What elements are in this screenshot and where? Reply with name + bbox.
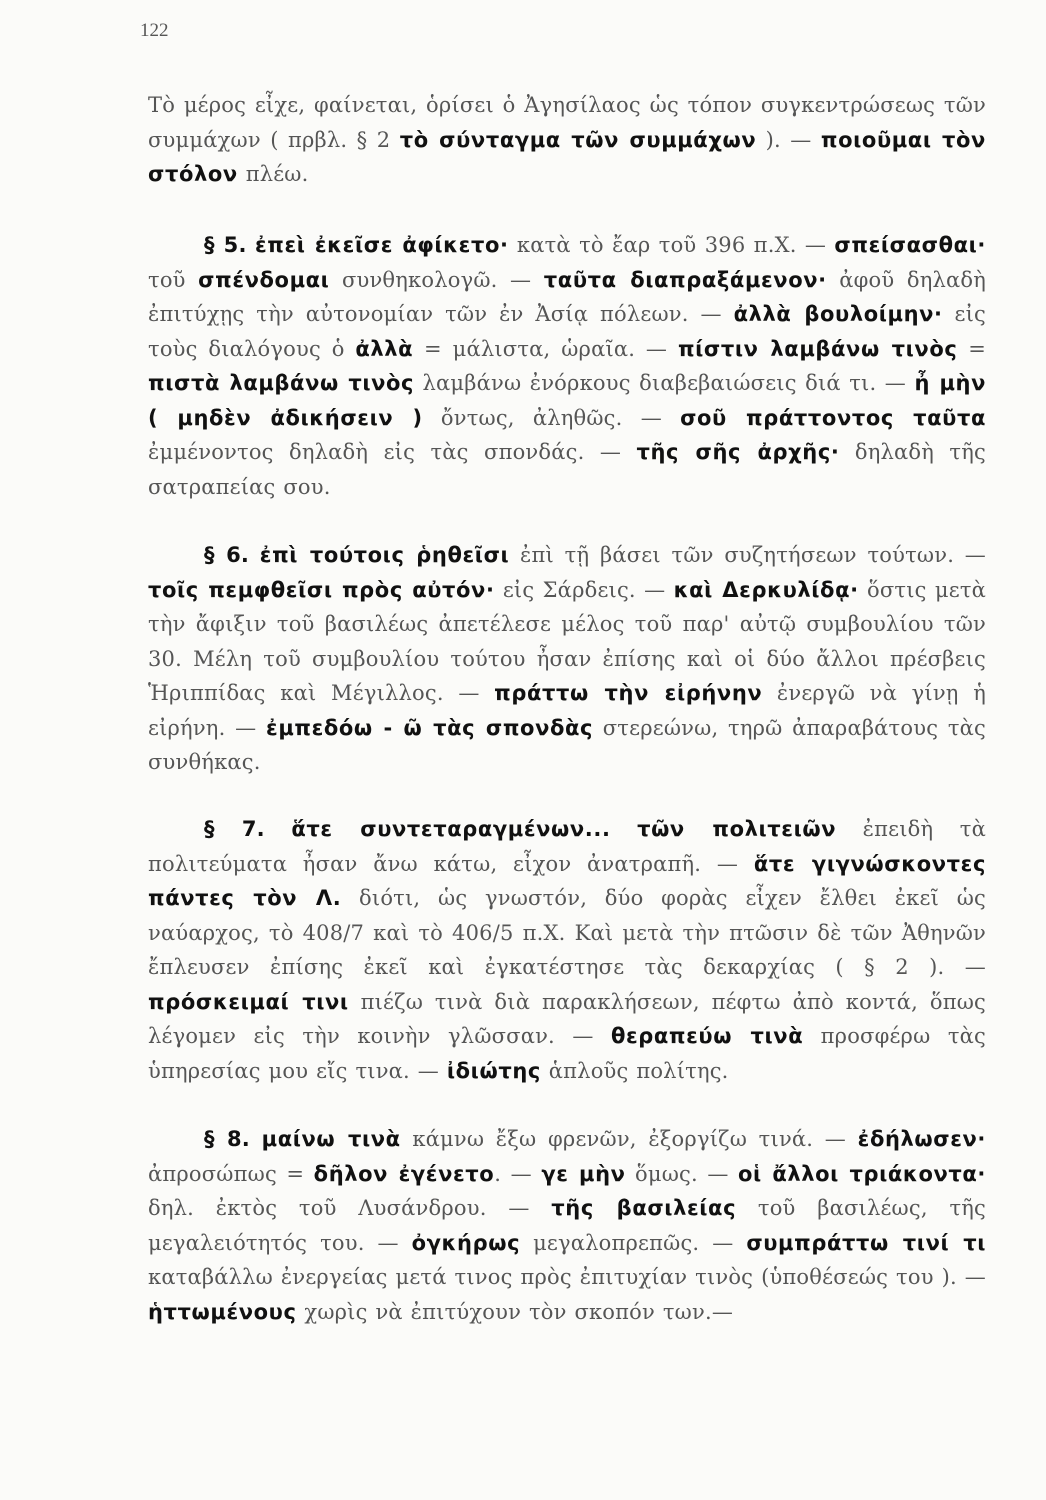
- intro-text-2: ). —: [756, 127, 821, 152]
- s8-term-9: ἡττωμένους: [148, 1299, 297, 1324]
- s5-term-1: ἐπεὶ ἐκεῖσε ἀφίκετο·: [254, 233, 509, 257]
- s5-text-10: ἐμμένοντος δηλαδὴ εἰς τὰς σπονδάς. —: [148, 440, 637, 464]
- s5-text-5: εἰς τοὺς διαλόγους ὁ: [148, 302, 986, 361]
- intro-text-3: πλέω.: [237, 162, 309, 186]
- s7-text-1: [611, 817, 638, 841]
- section-8-paragraph: [148, 1122, 986, 1329]
- s6-term-3: καὶ Δερκυλίδᾳ·: [673, 577, 859, 602]
- s8-term-7: ὀγκήρως: [411, 1230, 521, 1255]
- s7-text-2: ἐπειδὴ τὰ πολιτεύματα ἦσαν ἄνω κάτω, εἶχον ἀνατραπῆ. —: [148, 817, 986, 876]
- s5-term-10: σοῦ πράττοντος ταῦτα: [680, 405, 986, 430]
- s8-text-7: μεγαλοπρεπῶς. —: [520, 1230, 747, 1255]
- intro-term-1: τὸ σύνταγμα τῶν συμμάχων: [399, 127, 757, 152]
- s5-term-5: ἀλλὰ βουλοίμην·: [733, 302, 943, 326]
- s5-term-3: σπένδομαι: [198, 267, 330, 292]
- s5-text-8: λαμβάνω ἐνόρκους διαβεβαιώσεις διά τι. —: [414, 371, 915, 395]
- s6-term-5: ἐμπεδόω - ῶ τὰς σπονδὰς: [266, 715, 594, 740]
- s8-term-8: συμπράττω τινί τι: [746, 1230, 986, 1255]
- s5-term-11: τῆς σῆς ἀρχῆς·: [636, 440, 840, 464]
- s7-text-3: διότι, ὡς γνωστόν, δύο φορὰς εἶχεν ἔλθει ἐκεῖ ὡς ναύαρχος, τὸ 408/7 καὶ τὸ 406/5 π.Χ. Καὶ μετὰ τὴν πτῶσιν δὲ τῶν Ἀθηνῶν ἔπλευσεν ἐπίσης ἐκεῖ καὶ ἐγκατέστησε τὰς δεκαρχίας ( § 2 ). —: [148, 886, 987, 979]
- s6-text-4: ἐνεργῶ νὰ γίνῃ ἡ εἰρήνη. —: [148, 681, 986, 740]
- intro-paragraph: [148, 88, 986, 192]
- s6-term-2: τοῖς πεμφθεῖσι πρὸς αὐτόν·: [148, 577, 495, 602]
- s8-text-5: δηλ. ἐκτὸς τοῦ Λυσάνδρου. —: [148, 1196, 552, 1220]
- s5-text-1: κατὰ τὸ ἔαρ τοῦ 396 π.Χ. —: [508, 233, 835, 257]
- s6-text-2: εἰς Σάρδεις. —: [494, 577, 674, 602]
- s8-text-3: . —: [494, 1161, 542, 1186]
- s5-term-7: πίστιν λαμβάνω τινὸς: [677, 336, 958, 361]
- s7-text-5: προσφέρω τὰς ὑπηρεσίας μου εἴς τινα. —: [148, 1024, 986, 1083]
- s8-term-4: γε μὴν: [541, 1161, 626, 1186]
- s7-term-2: τῶν πολιτειῶν: [637, 817, 837, 841]
- s7-text-4: πιέζω τινὰ διὰ παρακλήσεων, πέφτω ἀπὸ κοντά, ὅπως λέγομεν εἰς τὴν κοινὴν γλῶσσαν. —: [148, 989, 987, 1048]
- s6-text-5: στερεώνω, τηρῶ ἀπαραβάτους τὰς συνθήκας.: [148, 715, 986, 774]
- intro-text-1: Τὸ μέρος εἶχε, φαίνεται, ὁρίσει ὁ Ἀγησίλαος ὡς τόπον συγκεντρώσεως τῶν συμμάχων ( πρβλ. § 2: [148, 93, 986, 152]
- s7-term-1: ἅτε συντεταραγμένων...: [291, 817, 611, 841]
- s7-term-4: πρόσκειμαί τινι: [148, 989, 349, 1014]
- s8-term-6: τῆς βασιλείας: [551, 1196, 737, 1220]
- page-number: 122: [140, 20, 169, 41]
- s7-term-3: ἅτε γιγνώσκοντες πάντες τὸν Λ.: [148, 851, 987, 910]
- s5-text-4: ἀφοῦ δηλαδὴ ἐπιτύχῃς τὴν αὐτονομίαν τῶν ἐν Ἀσίᾳ πόλεων. —: [148, 267, 986, 326]
- s6-term-1: ἐπὶ τούτοις ῥηθεῖσι: [259, 543, 510, 567]
- s5-text-6: = μάλιστα, ὡραῖα. —: [413, 336, 678, 361]
- s8-text-4: ὅμως. —: [625, 1161, 739, 1186]
- s6-text-3: ὅστις μετὰ τὴν ἄφιξιν τοῦ βασιλέως ἀπετέλεσε μέλος τοῦ παρ' αὐτῷ συμβουλίου τῶν 30. Μέλη τοῦ συμβουλίου τούτου ἦσαν ἐπίσης καὶ οἱ δύο ἄλλοι πρέσβεις Ἡριππίδας καὶ Μέγιλλος. —: [148, 577, 987, 705]
- section-6-number: § 6.: [204, 543, 250, 567]
- s5-term-2: σπείσασθαι·: [834, 233, 986, 257]
- section-7-number: § 7.: [204, 817, 265, 841]
- s7-text-6: ἁπλοῦς πολίτης.: [540, 1058, 729, 1083]
- s8-term-1: μαίνω τινὰ: [261, 1127, 401, 1151]
- section-6-paragraph: [148, 538, 986, 780]
- section-7-paragraph: [148, 812, 986, 1088]
- s5-term-9: ἦ μὴν ( μηδὲν ἀδικήσειν ): [148, 371, 986, 430]
- s7-term-6: ἰδιώτης: [446, 1058, 541, 1083]
- s5-text-11: δηλαδὴ τῆς σατραπείας σου.: [148, 440, 986, 499]
- section-5-number: § 5.: [204, 233, 247, 257]
- s8-text-1: κάμνω ἔξω φρενῶν, ἐξοργίζω τινά. —: [400, 1127, 858, 1151]
- s8-term-2: ἐδήλωσεν·: [857, 1127, 986, 1151]
- s8-text-8: καταβάλλω ἐνεργείας μετά τινος πρὸς ἐπιτυχίαν τινὸς (ὑποθέσεώς του ). —: [148, 1265, 986, 1289]
- s5-text-2: τοῦ: [148, 267, 199, 292]
- s5-text-7: =: [957, 336, 987, 361]
- s5-term-4: ταῦτα διαπραξάμενον·: [543, 267, 827, 292]
- s7-term-5: θεραπεύω τινὰ: [610, 1024, 804, 1048]
- s5-text-9: ὄντως, ἀληθῶς. —: [422, 405, 681, 430]
- s8-text-6: τοῦ βασιλέως, τῆς μεγαλειότητός του. —: [148, 1196, 986, 1255]
- s5-text-3: συνθηκολογῶ. —: [329, 267, 544, 292]
- s8-term-3: δῆλον ἐγένετο: [313, 1161, 495, 1186]
- s8-text-2: ἀπροσώπως =: [148, 1161, 314, 1186]
- section-8-number: § 8.: [204, 1127, 250, 1151]
- intro-term-2: ποιοῦμαι τὸν στόλον: [148, 127, 986, 186]
- s6-term-4: πράττω τὴν εἰρήνην: [494, 681, 763, 705]
- s8-text-9: χωρὶς νὰ ἐπιτύχουν τὸν σκοπόν των.—: [296, 1299, 734, 1324]
- s8-term-5: οἱ ἄλλοι τριάκοντα·: [738, 1161, 986, 1186]
- s6-text-1: ἐπὶ τῇ βάσει τῶν συζητήσεων τούτων. —: [509, 543, 986, 567]
- s5-term-8: πιστὰ λαμβάνω τινὸς: [148, 371, 415, 395]
- s5-term-6: ἀλλὰ: [355, 336, 414, 361]
- section-5-paragraph: [148, 228, 986, 504]
